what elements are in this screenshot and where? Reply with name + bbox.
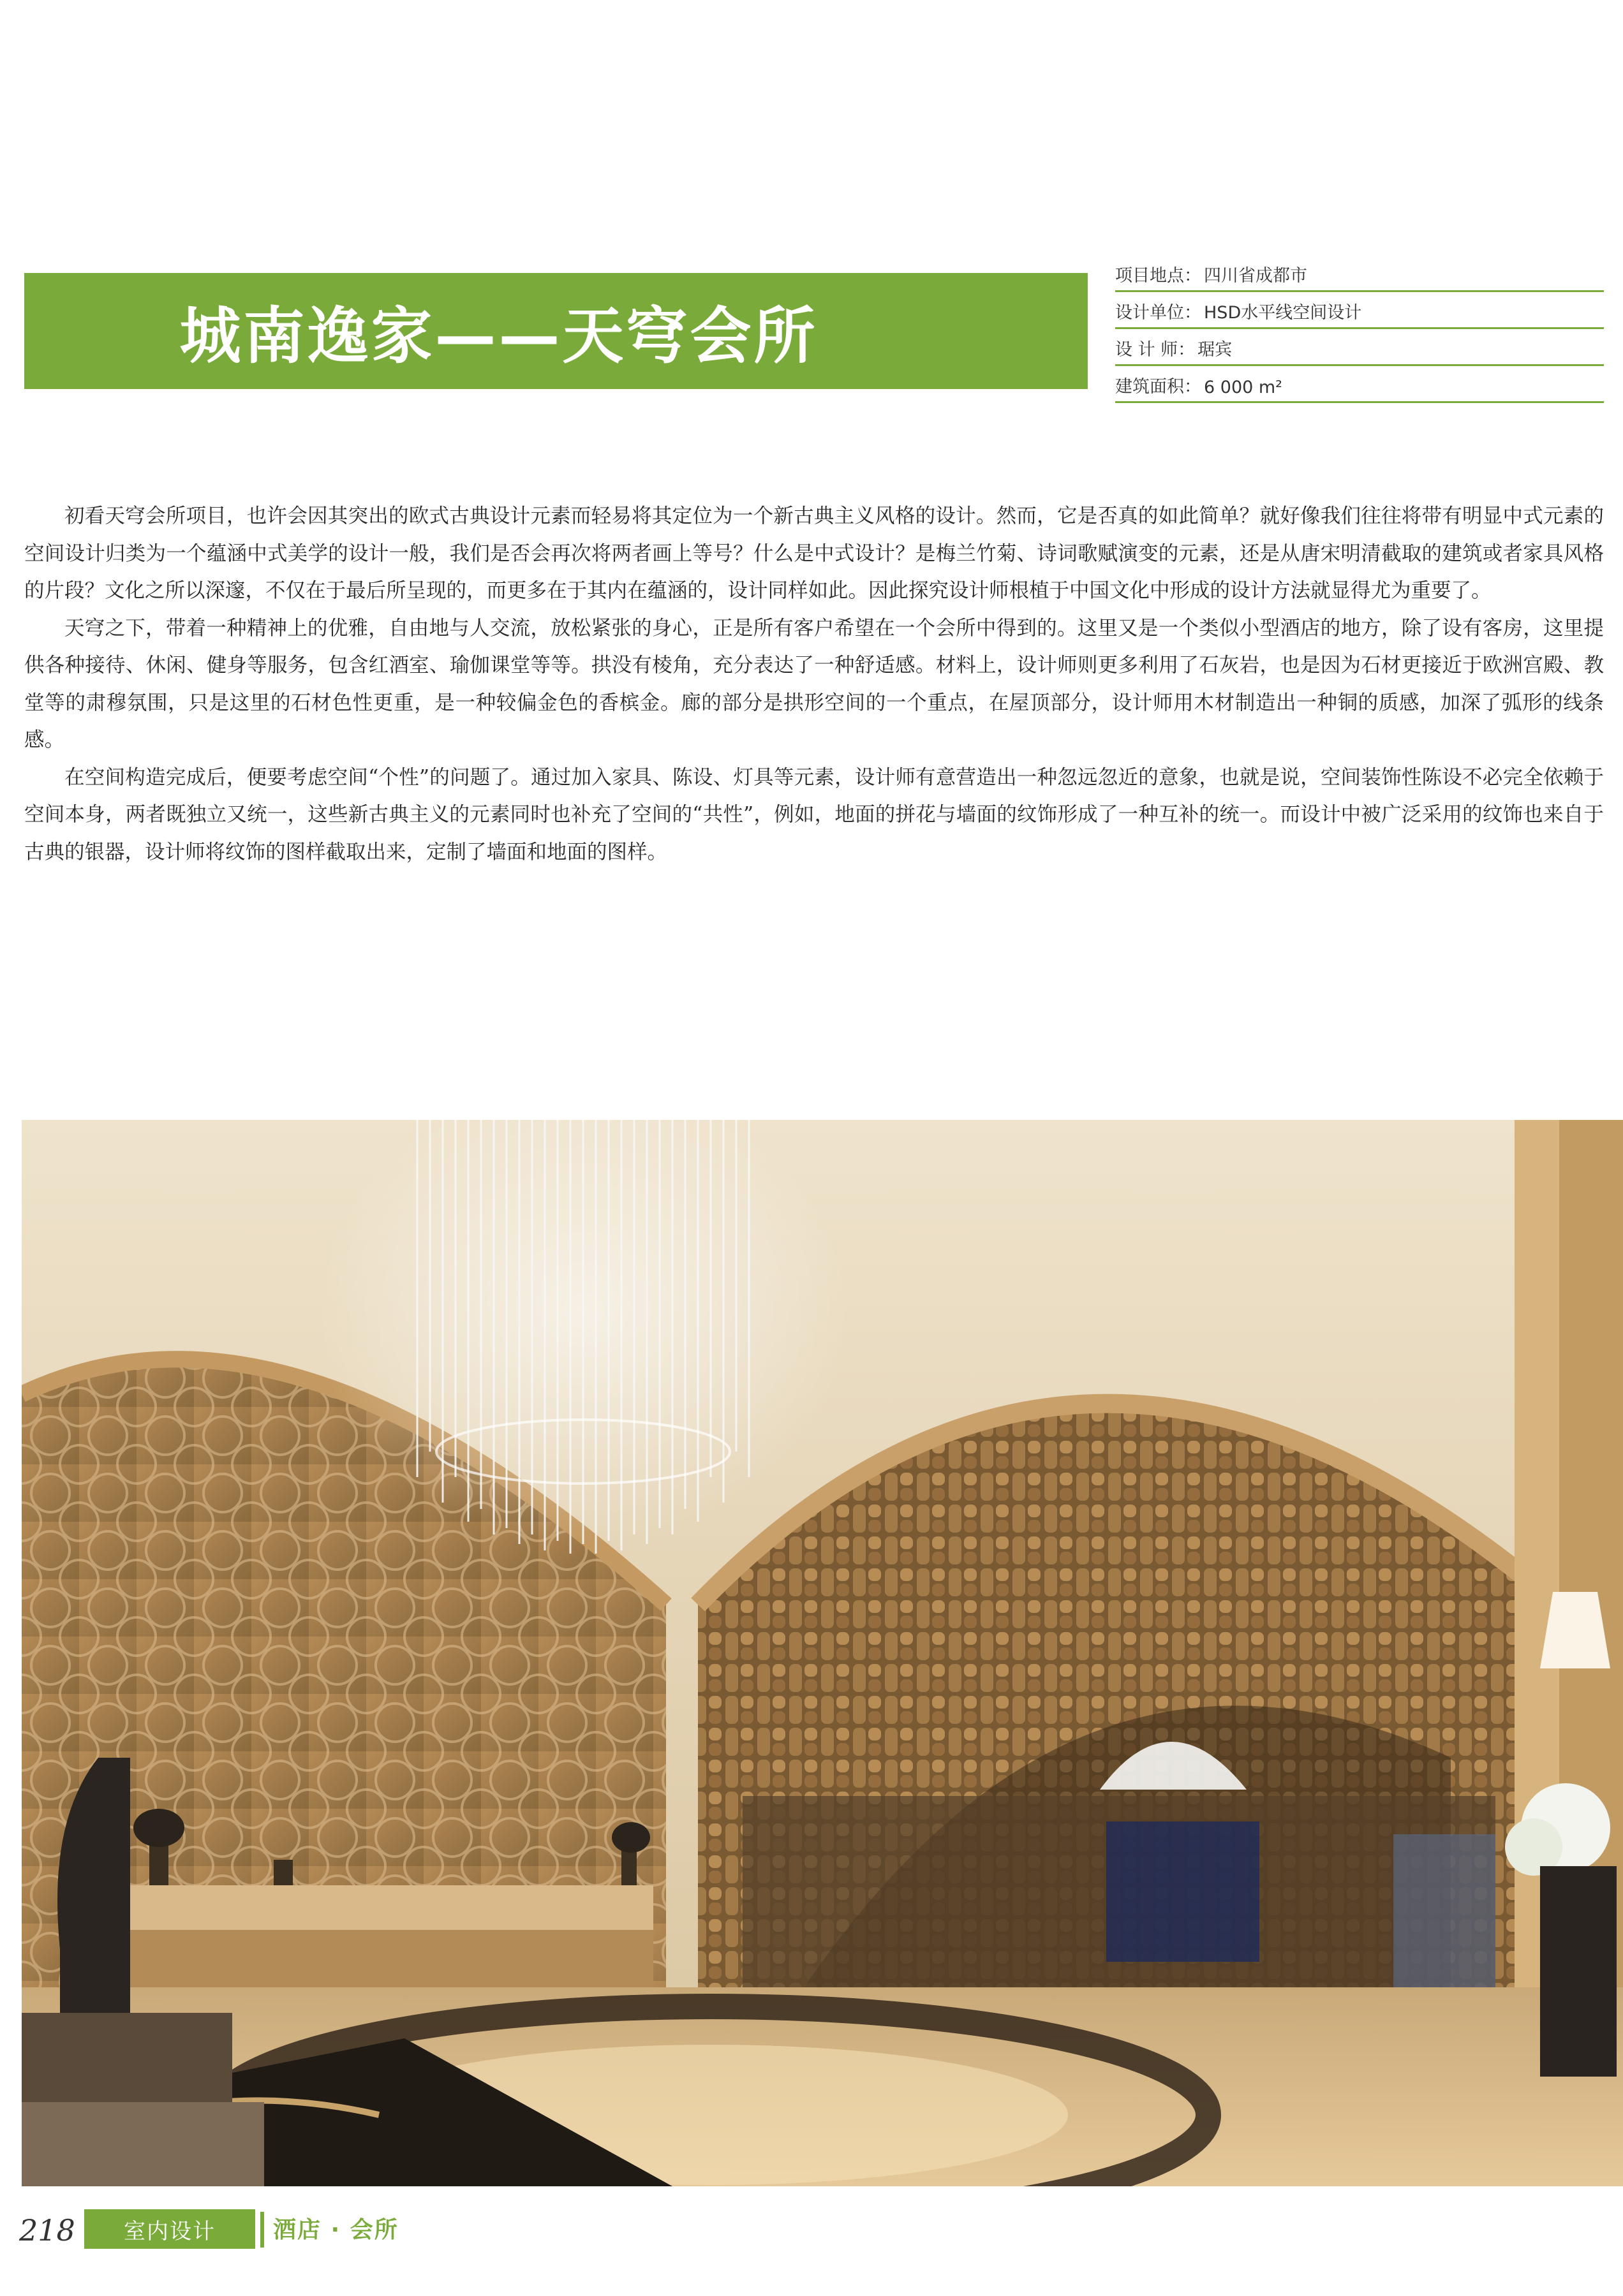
title-banner [24,273,1088,389]
info-row-area [1115,366,1604,403]
info-value: 四川省成都市 [1204,266,1307,286]
project-info [1115,255,1604,403]
article-paragraph: 初看天穹会所项目，也许会因其突出的欧式古典设计元素而轻易将其定位为一个新古典主义风格的设计。然而，它是否真的如此简单？就好像我们往往将带有明显中式元素的空间设计归类为一个蕴涵中式美学的设计一般，我们是否会再次将两者画上等号？什么是中式设计？是梅兰竹菊、诗词歌赋演变的元素，还是从唐宋明清截取的建筑或者家具风格的片段？文化之所以深邃，不仅在于最后所呈现的，而更多在于其内在蕴涵的，设计同样如此。因此探究设计师根植于中国文化中形成的设计方法就显得尤为重要了。 [24,504,1604,602]
page-title: 城南逸家——天穹会所 [179,300,818,372]
info-label: 项目地点： [1115,266,1201,286]
info-value: HSD水平线空间设计 [1204,303,1362,323]
article-paragraph: 天穹之下，带着一种精神上的优雅，自由地与人交流，放松紧张的身心，正是所有客户希望在一个会所中得到的。这里又是一个类似小型酒店的地方，除了设有客房，这里提供各种接待、休闲、健身等服务，包含红酒室、瑜伽课堂等等。拱没有棱角，充分表达了一种舒适感。材料上，设计师则更多利用了石灰岩，也是因为石材更接近于欧洲宫殿、教堂等的肃穆氛围，只是这里的石材色性更重，是一种较偏金色的香槟金。廊的部分是拱形空间的一个重点，在屋顶部分，设计师用木材制造出一种铜的质感，加深了弧形的线条感。 [24,616,1604,751]
info-label: 设计单位： [1115,303,1201,323]
info-row-location [1115,255,1604,292]
footer-divider [260,2212,264,2248]
info-row-design-firm [1115,292,1604,329]
magazine-tab: 室内设计 [84,2209,255,2249]
info-value: 6 000 m² [1204,378,1283,397]
info-label: 建筑面积： [1115,377,1201,397]
interior-photo [22,1120,1623,2186]
article-body [24,497,1604,871]
section-label: 酒店 · 会所 [273,2217,399,2243]
info-row-designer [1115,329,1604,366]
article-paragraph: 在空间构造完成后，便要考虑空间“个性”的问题了。通过加入家具、陈设、灯具等元素，设计师有意营造出一种忽远忽近的意象，也就是说，空间装饰性陈设不必完全依赖于空间本身，两者既独立又统一，这些新古典主义的元素同时也补充了空间的“共性”，例如，地面的拼花与墙面的纹饰形成了一种互补的统一。而设计中被广泛采用的纹饰也来自于古典的银器，设计师将纹饰的图样截取出来，定制了墙面和地面的图样。 [24,765,1604,864]
info-value: 琚宾 [1197,340,1233,360]
info-label: 设 计 师： [1115,340,1196,360]
page-number: 218 [19,2213,75,2248]
